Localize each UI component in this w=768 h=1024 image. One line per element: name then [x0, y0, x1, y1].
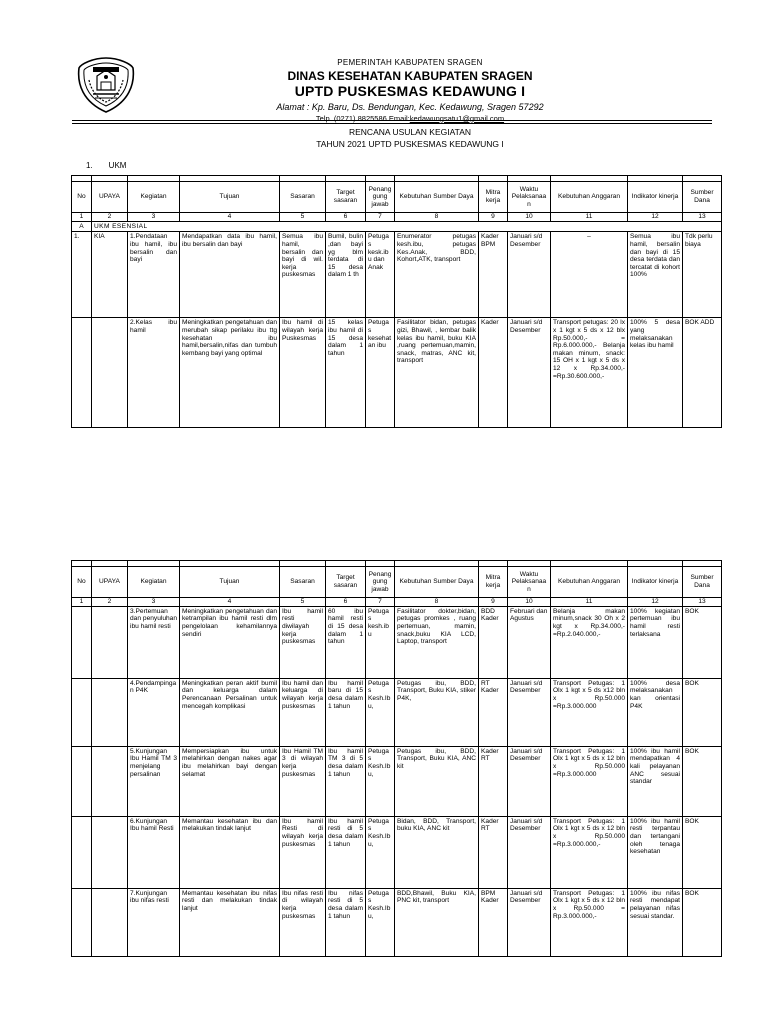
cell-target: Ibu hamil resti di 5 desa dalam 1 tahun: [326, 816, 366, 888]
cell-upaya: [92, 318, 128, 428]
column-header: Penang gung jawab: [366, 567, 395, 598]
cell-anggaran: –: [551, 232, 628, 318]
cell-upaya: [92, 746, 128, 816]
column-number: 11: [551, 213, 628, 222]
cell-sumber-dana: BOK: [683, 816, 722, 888]
cell-mitra: RT Kader: [479, 678, 508, 746]
cell-indikator: 100% ibu hamil resti terpantau dan tertangani oleh tenaga kesehatan: [628, 816, 683, 888]
column-header: Sasaran: [280, 567, 326, 598]
cell-tujuan: Memantau kesehatan ibu dan melakukan tindak lanjut: [180, 816, 280, 888]
cell-waktu: Januari s/d Desember: [508, 888, 551, 956]
activity-table-1: [71, 175, 722, 428]
letterhead-rule-thin: [72, 123, 712, 124]
cell-indikator: 100% desa melaksanakan kan orientasi P4K: [628, 678, 683, 746]
column-number: 8: [395, 213, 479, 222]
column-number: 7: [366, 213, 395, 222]
cell-kegiatan: 5.Kunjungan Ibu Hamil TM 3 menjelang persalinan: [128, 746, 180, 816]
section-number: 1.: [86, 161, 93, 170]
cell-upaya: [92, 606, 128, 678]
letterhead-department: DINAS KESEHATAN KABUPATEN SRAGEN: [287, 68, 533, 83]
letterhead-address: Alamat : Kp. Baru, Ds. Bendungan, Kec. Kedawung, Sragen 57292: [276, 101, 544, 112]
cell-sasaran: Ibu hamil di wilayah kerja Puskesmas: [280, 318, 326, 428]
cell-sasaran: Ibu hamil resti diwilayah kerja puskesmas: [280, 606, 326, 678]
column-number: 9: [479, 213, 508, 222]
cell-anggaran: Transport petugas: 20 lx x 1 kgt x 5 ds x 12 blx Rp.50.000,- = Rp.6.000.000,- Belanja makan minum, snack: 15 OH x 1 kgt x 5 ds x 12 x Rp.34.000,- =Rp.30.600.000,-: [551, 318, 628, 428]
column-number: 11: [551, 598, 628, 607]
column-number: 5: [280, 213, 326, 222]
column-number: 9: [479, 598, 508, 607]
cell-mitra: Kader BPM: [479, 232, 508, 318]
column-header: Sumber Dana: [683, 567, 722, 598]
column-number: 8: [395, 598, 479, 607]
cell-penanggung-jawab: Petugas Kesh.Ibu,: [366, 888, 395, 956]
document-subtitle: TAHUN 2021 UPTD PUSKESMAS KEDAWUNG I: [316, 139, 504, 149]
cell-target: Ibu hamil baru di 15 desa dalam 1 tahun: [326, 678, 366, 746]
cell-waktu: Januari s/d Desember: [508, 816, 551, 888]
cell-kegiatan: 6.Kunjungan Ibu hamil Resti: [128, 816, 180, 888]
column-header: Kebutuhan Anggaran: [551, 182, 628, 213]
cell-sumber-daya: BDD,Bhawil, Buku KIA, PNC kit, transport: [395, 888, 479, 956]
cell-target: Ibu nifas resti di 5 desa dalam 1 tahun: [326, 888, 366, 956]
cell-mitra: Kader RT: [479, 816, 508, 888]
cell-kegiatan: 4.Pendampingan P4K: [128, 678, 180, 746]
letterhead: [150, 58, 670, 123]
cell-mitra: Kader: [479, 318, 508, 428]
column-header: Kebutuhan Sumber Daya: [395, 567, 479, 598]
cell-sumber-daya: Enumerator petugas kesh.ibu, petugas Kes.Anak, BDD, Kohort,ATK, transport: [395, 232, 479, 318]
cell-sumber-daya: Petugas ibu, BDD, Transport, Buku KIA, stiker P4K,: [395, 678, 479, 746]
table-row: [72, 746, 722, 816]
cell-sumber-dana: Tdk perlu biaya: [683, 232, 722, 318]
cell-penanggung-jawab: Petugas kesh.ibu: [366, 606, 395, 678]
cell-indikator: Semua ibu hamil, bersalin dan bayi di 15 desa terdata dan tercatat di kohort 100%: [628, 232, 683, 318]
cell-kegiatan: 7.Kunjungan ibu nifas resti: [128, 888, 180, 956]
cell-upaya: [92, 816, 128, 888]
cell-penanggung-jawab: Petugas kesk.ibu dan Anak: [366, 232, 395, 318]
column-header: Tujuan: [180, 182, 280, 213]
cell-mitra: BDD Kader: [479, 606, 508, 678]
column-header: Kegiatan: [128, 182, 180, 213]
cell-indikator: 100% ibu hamil mendapatkan 4 kali pelayanan ANC sesuai standar: [628, 746, 683, 816]
cell-mitra: Kader RT: [479, 746, 508, 816]
cell-no: [72, 606, 92, 678]
cell-target: 15 kelas ibu hamil di 15 desa dalam 1 tahun: [326, 318, 366, 428]
cell-sumber-daya: Petugas ibu, BDD, Transport, Buku KIA, ANC kit: [395, 746, 479, 816]
cell-anggaran: Belanja makan minum,snack 30 Oh x 2 kgt x Rp.34.000,- =Rp.2.040.000,-: [551, 606, 628, 678]
cell-no: [72, 888, 92, 956]
letterhead-email[interactable]: kedawungsatu1@gmail.com: [409, 113, 505, 123]
table-row: [72, 678, 722, 746]
table-row: [72, 606, 722, 678]
cell-sasaran: Ibu hamil Resti di wilayah kerja puskesmas: [280, 816, 326, 888]
column-number: 4: [180, 598, 280, 607]
table-row: [72, 816, 722, 888]
cell-indikator: 100% ibu nifas resti mendapat pelayanan nifas sesuai standar.: [628, 888, 683, 956]
table-row: [72, 318, 722, 428]
cell-sasaran: Ibu Hamil TM 3 di wilayah kerja puskesmas: [280, 746, 326, 816]
cell-target: Bumil, bulin ,dan bayi yg blm terdata di 15 desa dalam 1 th: [326, 232, 366, 318]
cell-kegiatan: 2.Kelas ibu hamil: [128, 318, 180, 428]
cell-sumber-dana: BOK ADD: [683, 318, 722, 428]
column-header: Tujuan: [180, 567, 280, 598]
cell-sumber-daya: Fasilitator dokter,bidan, petugas promkes , ruang pertemuan, mamin, snack,buku KIA LCD, Laptop, transport: [395, 606, 479, 678]
column-header: UPAYA: [92, 182, 128, 213]
letterhead-contact: [150, 114, 670, 123]
cell-penanggung-jawab: Petugas Kesh.Ibu,: [366, 678, 395, 746]
column-number: 4: [180, 213, 280, 222]
column-header: Kebutuhan Sumber Daya: [395, 182, 479, 213]
letterhead-phone: Telp. (0271) 8825586 Email:: [315, 113, 410, 123]
cell-no: 1.: [72, 232, 92, 318]
cell-tujuan: Mempersiapkan ibu untuk melahirkan dengan nakes agar ibu melahirkan bayi dengan selamat: [180, 746, 280, 816]
cell-tujuan: Meningkatkan pengetahuan dan merubah sikap perilaku ibu ttg kesehatan ibu hamil,bersalin,nifas dan tumbuh kembang bayi yang optimal: [180, 318, 280, 428]
cell-sumber-dana: BOK: [683, 678, 722, 746]
sragen-regency-logo: [75, 56, 137, 114]
column-number: 2: [92, 598, 128, 607]
cell-anggaran: Transport Petugas: 1 Olx 1 kgt x 5 ds x 12 bln x Rp.50.000 =Rp.3.000.000: [551, 746, 628, 816]
group-name: UKM ESENSIAL: [92, 221, 722, 232]
section-name: UKM: [108, 161, 127, 170]
column-header: Indikator kinerja: [628, 182, 683, 213]
cell-penanggung-jawab: Petugas Kesh.Ibu,: [366, 816, 395, 888]
column-header: Waktu Pelaksanaan: [508, 567, 551, 598]
cell-sumber-dana: BOK: [683, 606, 722, 678]
cell-sasaran: Ibu nifas resti di wilayah kerja puskesmas: [280, 888, 326, 956]
column-number: 12: [628, 598, 683, 607]
activity-table-2: [71, 560, 722, 957]
column-header: No: [72, 567, 92, 598]
cell-sasaran: Semua ibu hamil, bersalin dan bayi di wil. kerja puskesmas: [280, 232, 326, 318]
column-number-row: [72, 598, 722, 607]
cell-indikator: 100% kegiatan pertemuan ibu hamil resti terlaksana: [628, 606, 683, 678]
cell-penanggung-jawab: Petugas kesehatan ibu: [366, 318, 395, 428]
column-header: Sumber Dana: [683, 182, 722, 213]
column-number: 12: [628, 213, 683, 222]
column-number: 10: [508, 213, 551, 222]
cell-anggaran: Transport Petugas: 1 Olx 1 kgt x 5 ds x 12 bln x Rp.50.000 = Rp.3.000.000,-: [551, 888, 628, 956]
cell-anggaran: Transport Petugas: 1 Olx 1 kgt x 5 ds x 12 bln x Rp.50.000 =Rp.3.000.000,-: [551, 816, 628, 888]
column-header: Kegiatan: [128, 567, 180, 598]
column-number: 13: [683, 213, 722, 222]
table-header-row: [72, 567, 722, 598]
column-number: 1: [72, 598, 92, 607]
cell-penanggung-jawab: Petugas Kesh.Ibu,: [366, 746, 395, 816]
column-header: Waktu Pelaksanaan: [508, 182, 551, 213]
column-header: Kebutuhan Anggaran: [551, 567, 628, 598]
column-number: 13: [683, 598, 722, 607]
column-number: 6: [326, 598, 366, 607]
column-number: 5: [280, 598, 326, 607]
group-row: [72, 221, 722, 232]
column-header: Penang gung jawab: [366, 182, 395, 213]
cell-upaya: [92, 678, 128, 746]
column-number: 10: [508, 598, 551, 607]
column-header: Mitra kerja: [479, 182, 508, 213]
cell-waktu: Januari s/d Desember: [508, 746, 551, 816]
letterhead-institution: UPTD PUSKESMAS KEDAWUNG I: [294, 82, 526, 99]
cell-kegiatan: 1.Pendataan ibu hamil, ibu bersalin dan bayi: [128, 232, 180, 318]
cell-tujuan: Mendapatkan data ibu hamil, ibu bersalin dan bayi: [180, 232, 280, 318]
cell-kegiatan: 3.Pertemuan dan penyuluhan ibu hamil resti: [128, 606, 180, 678]
cell-no: [72, 318, 92, 428]
cell-mitra: BPM Kader: [479, 888, 508, 956]
cell-target: 60 ibu hamil resti di 15 desa dalam 1 tahun: [326, 606, 366, 678]
cell-tujuan: Meningkatkan pengetahuan dan ketrampilan ibu hamil resti dlm pengelolaan kehamilannya sendiri: [180, 606, 280, 678]
letterhead-rule-thick: [72, 120, 712, 121]
column-header: Mitra kerja: [479, 567, 508, 598]
column-number: 6: [326, 213, 366, 222]
cell-sasaran: Ibu hamil dan keluarga di wilayah kerja puskesmas: [280, 678, 326, 746]
cell-sumber-daya: Bidan, BDD, Transport, buku KIA, ANC kit: [395, 816, 479, 888]
cell-no: [72, 746, 92, 816]
cell-no: [72, 678, 92, 746]
column-header: Target sasaran: [326, 182, 366, 213]
cell-indikator: 100% 5 desa yang melaksanakan kelas ibu hamil: [628, 318, 683, 428]
cell-waktu: Februari dan Agustus: [508, 606, 551, 678]
cell-sumber-daya: Fasilitator bidan, petugas gizi, Bhawil, , lembar balik kelas ibu hamil, buku KIA ,ruang pertemuan,mamin, snack, matras, ANC kit, transport: [395, 318, 479, 428]
cell-no: [72, 816, 92, 888]
cell-sumber-dana: BOK: [683, 888, 722, 956]
column-header: Target sasaran: [326, 567, 366, 598]
cell-upaya: [92, 888, 128, 956]
cell-waktu: Januari s/d Desember: [508, 678, 551, 746]
column-header: Sasaran: [280, 182, 326, 213]
column-header: Indikator kinerja: [628, 567, 683, 598]
cell-tujuan: Meningkatkan peran aktif bumil dan keluarga dalam Perencanaan Persalinan untuk mencegah komplikasi: [180, 678, 280, 746]
column-number: 3: [128, 598, 180, 607]
group-number: A: [72, 221, 92, 232]
column-number-row: [72, 213, 722, 222]
document-title: RENCANA USULAN KEGIATAN: [348, 127, 472, 137]
cell-tujuan: Memantau kesehatan ibu nifas resti dan melakukan tindak lanjut: [180, 888, 280, 956]
section-heading: [86, 161, 142, 171]
letterhead-government: PEMERINTAH KABUPATEN SRAGEN: [337, 58, 483, 67]
column-number: 2: [92, 213, 128, 222]
column-number: 7: [366, 598, 395, 607]
table-header-row: [72, 182, 722, 213]
cell-anggaran: Transport Petugas: 1 Olx 1 kgt x 5 ds x12 bln x Rp.50.000 =Rp.3.000.000: [551, 678, 628, 746]
cell-sumber-dana: BOK: [683, 746, 722, 816]
column-header: UPAYA: [92, 567, 128, 598]
column-number: 3: [128, 213, 180, 222]
cell-target: Ibu hamil TM 3 di 5 desa dalam 1 tahun: [326, 746, 366, 816]
column-header: No: [72, 182, 92, 213]
table-row: [72, 888, 722, 956]
cell-upaya: KIA: [92, 232, 128, 318]
cell-waktu: Januari s/d Desember: [508, 232, 551, 318]
column-number: 1: [72, 213, 92, 222]
cell-waktu: Januari s/d Desember: [508, 318, 551, 428]
table-row: [72, 232, 722, 318]
